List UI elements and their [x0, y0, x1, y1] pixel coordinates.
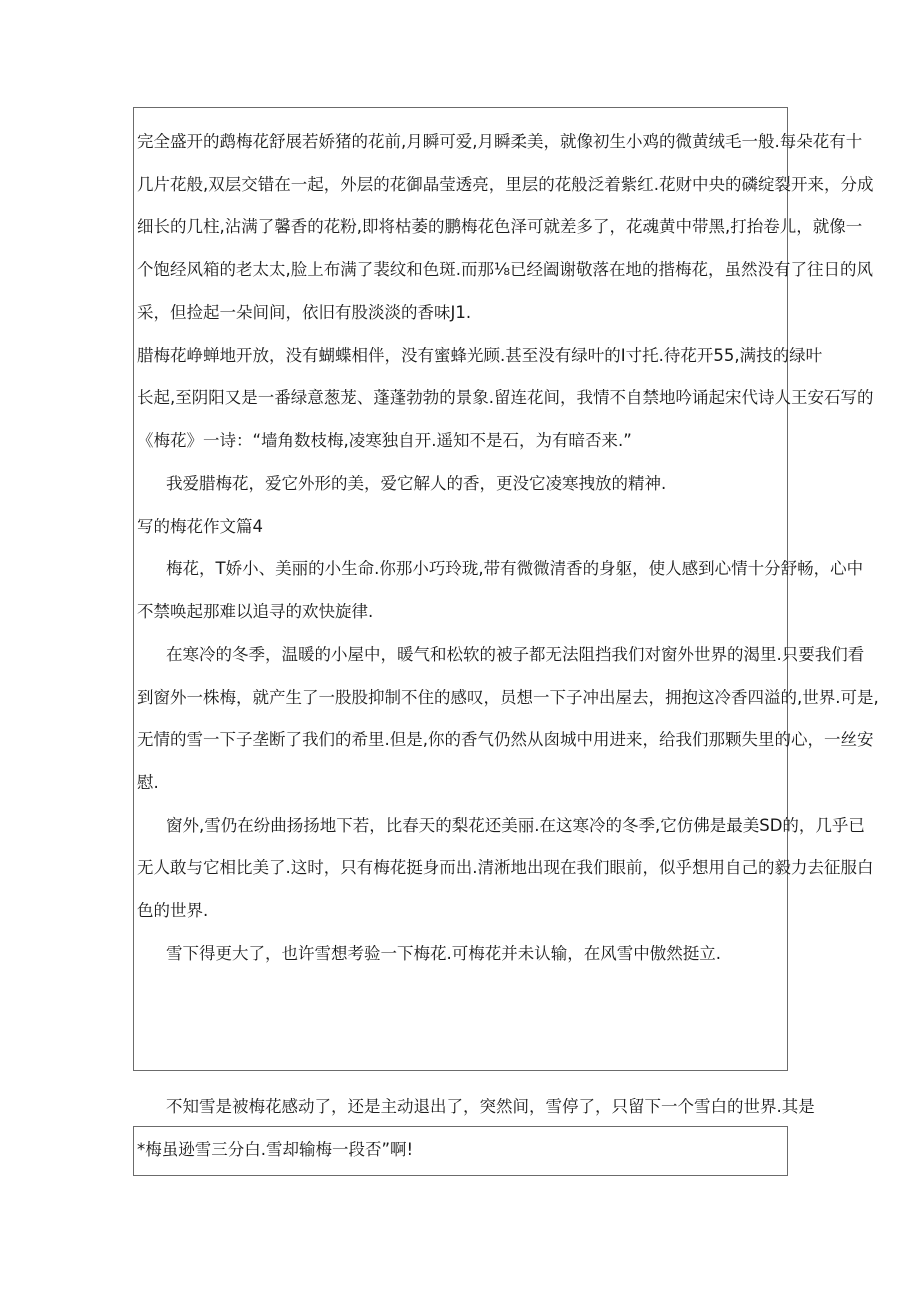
- text-line: 个饱经风箱的老太太,脸上布满了裴纹和色斑.而那⅛已经阖谢敬落在地的揩梅花，虽然没有了往日的风: [137, 260, 873, 279]
- text-line: 腊梅花峥蝉地开放，没有蝴蝶相伴，没有蜜蜂光顾.甚至没有绿叶的I寸托.待花开55,满技的绿叶: [137, 346, 823, 365]
- text-line: 我爱腊梅花，爱它外形的美，爱它解人的香，更没它凌寒拽放的精神.: [166, 474, 667, 493]
- text-line: 无情的雪一下子垄断了我们的希里.但是,你的香气仍然从囱城中用进来，给我们那颗失里的心，一丝安: [137, 730, 874, 749]
- section-heading: 写的梅花作文篇4: [137, 517, 263, 536]
- document-frame-main: [133, 107, 788, 1071]
- text-line: 几片花般,双层交错在一起，外层的花御晶莹透亮，里层的花般泛着紫红.花财中央的磷绽裂开来，分成: [137, 175, 874, 194]
- text-line: *梅虽逊雪三分白.雪却输梅一段否”啊!: [137, 1140, 414, 1159]
- text-line: 采，但捡起一朵间间，依旧有股淡淡的香味J1.: [137, 303, 472, 322]
- text-line: 色的世界.: [137, 901, 209, 920]
- text-line: 雪下得更大了，也许雪想考验一下梅花.可梅花并未认输，在风雪中傲然挺立.: [166, 944, 721, 963]
- text-line: 窗外,雪仍在纷曲扬扬地下若，比春天的梨花还美丽.在这寒冷的冬季,它仿佛是最美SD的，几乎已: [166, 816, 865, 835]
- text-line: 长起,至阴阳又是一番绿意葱茏、蓬蓬勃勃的景象.留连花间，我情不自禁地吟诵起宋代诗人王安石写的: [137, 388, 874, 407]
- text-line: 不知雪是被梅花感动了，还是主动退出了，突然间，雪停了，只留下一个雪白的世界.其是: [166, 1097, 815, 1116]
- text-line: 到窗外一株梅，就产生了一股股抑制不住的感叹，员想一下子冲出屋去，拥抱这冷香四溢的,世界.可是,: [137, 688, 879, 707]
- text-line: 完全盛开的鹉梅花舒展若娇猪的花前,月瞬可爱,月瞬柔美，就像初生小鸡的微黄绒毛一般.每朵花有十: [137, 132, 863, 151]
- text-line: 细长的几柱,沾满了馨香的花粉,即将枯萎的鹏梅花色泽可就差多了，花魂黄中带黑,打抬卷儿，就像一: [137, 217, 863, 236]
- text-line: 无人敢与它相比美了.这时，只有梅花挺身而出.清淅地出现在我们眼前，似乎想用自己的毅力去征服白: [137, 858, 874, 877]
- text-line: 《梅花》一诗：“墙角数枝梅,凌寒独自开.遥知不是石，为有暗否来.”: [137, 431, 632, 450]
- text-line: 梅花，T娇小、美丽的小生命.你那小巧玲珑,带有微微清香的身躯，使人感到心情十分舒畅，心中: [166, 559, 864, 578]
- text-line: 不禁唤起那难以追寻的欢快旋律.: [137, 602, 374, 621]
- text-line: 慰.: [137, 773, 159, 792]
- text-line: 在寒冷的冬季，温暖的小屋中，暖气和松软的被子都无法阻挡我们对窗外世界的渴里.只要我们看: [166, 645, 865, 664]
